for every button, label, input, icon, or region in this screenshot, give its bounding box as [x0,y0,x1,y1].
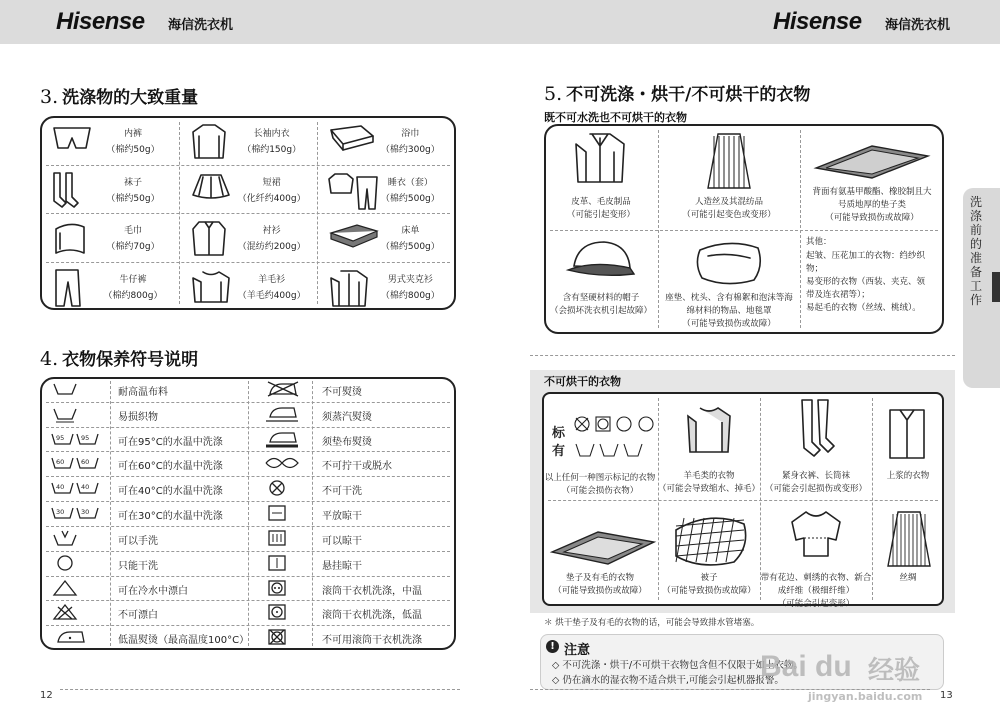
temp-badge-2: 30 [81,508,90,517]
bath-towel-icon [327,122,377,156]
item-caption: 成纤维（极细纤维） [777,586,855,596]
weight-item-value: （化纤约400g） [237,193,306,204]
page-number-right: 13 [940,690,953,701]
item-caption: 垫子及有毛的衣物 [565,573,634,583]
item-caption: （会损坏洗衣机引起故障） [549,306,652,316]
section-4-title: 4. 衣物保养符号说明 [40,348,199,370]
jeans-icon [50,268,84,312]
care-symbol-label: 须蒸汽熨烫 [322,411,372,423]
rubber-mat-icon [812,142,932,186]
table-divider-h [46,526,450,527]
grid-divider-v [872,398,873,600]
care-symbol-icon [262,380,302,402]
jacket-icon [327,268,371,312]
item-caption: 皮革、毛皮制品 [571,197,631,207]
brand-sub-left: 海信洗衣机 [168,18,234,33]
footer-divider-left [60,689,460,690]
weight-item-value: （棉约50g） [106,145,160,155]
subhead-no-dry: 不可烘干的衣物 [544,375,621,388]
care-symbol-icon [262,628,292,650]
starched-shirt-icon [882,406,932,466]
other-line: 物； [806,264,824,274]
care-symbol-icon [262,479,292,501]
page-number-left: 12 [40,690,53,701]
note-line-2: ◇ 仍在滴水的湿衣物不适合烘干,可能会引起机器报警。 [552,675,784,686]
weight-item-name: 内裤 [123,129,142,139]
brand-logo-left: Hisense [56,8,145,35]
weight-item-value: （棉约50g） [106,193,160,204]
warning-icon: ! [546,640,559,653]
item-caption: （可能会引起损伤或变形） [764,484,867,494]
care-symbol-label: 不可熨烫 [322,387,362,398]
watermark-text: 经验 [868,656,921,686]
grid-divider-h [46,165,450,166]
note-title: 注意 [564,643,591,658]
temp-badge-1: 40 [56,483,65,492]
table-divider-h [46,625,450,626]
item-caption: （可能导致损伤或故障） [662,586,756,596]
care-symbol-icon [50,603,80,625]
item-caption: 号质地厚的垫子类 [837,200,906,210]
table-divider-h [46,402,450,403]
weight-item-value: （棉约500g） [380,193,440,204]
brand-sub-right: 海信洗衣机 [885,18,951,33]
care-symbol-icon [50,628,90,650]
care-symbol-icon [262,579,292,601]
table-divider-h [46,451,450,452]
item-caption: 紧身衣裤、长筒袜 [781,471,850,481]
care-symbol-label: 不可干洗 [322,486,362,498]
table-divider-v [248,381,249,646]
weight-item-value: （棉约150g） [242,145,302,155]
care-symbol-label: 可在60°C的水温中洗涤 [118,461,223,473]
item-caption: （可能导致损伤或故障） [682,319,776,329]
towel-icon [50,219,90,261]
care-symbol-label: 滚筒干衣机洗涤，中温 [322,585,422,597]
item-caption: 被子 [700,573,718,583]
grid-divider-h [46,213,450,214]
item-caption: （可能会导致缩水、掉毛） [658,484,761,494]
weight-item-name: 男式夹克衫 [387,274,433,285]
other-line: 易变形的衣物（西装、夹克、领 [806,277,926,287]
weight-item-value: （棉约500g） [380,242,440,252]
care-symbol-label: 耐高温布料 [118,387,168,398]
weight-item-name: 牛仔裤 [119,274,147,285]
weight-item-name: 床单 [401,226,420,236]
care-symbol-icon [262,405,302,427]
quilt-icon [670,510,750,572]
weight-item-name: 长袖内衣 [253,129,290,139]
weight-item-name: 毛巾 [123,226,142,236]
other-line: 易起毛的衣物（丝绒、桃绒）。 [806,303,921,313]
section-5-title: 5. 不可洗涤・烘干/不可烘干的衣物 [544,83,811,105]
lace-top-icon [788,508,844,564]
socks-icon [50,171,80,213]
item-caption: 上浆的衣物 [886,471,930,481]
table-divider-h [46,427,450,428]
item-caption: 背面有氨基甲酸酯、橡胶制且大 [812,187,932,197]
item-caption: （可能会引起变形） [777,599,855,609]
care-symbol-icon [50,380,80,402]
side-tab-label: 洗涤前的准备工作 [970,195,983,307]
weight-item-value: （羊毛约400g） [237,290,306,301]
care-symbol-label: 可在冷水中漂白 [118,585,188,597]
weight-item-value: （棉约800g） [103,290,163,301]
temp-badge-1: 95 [56,433,65,442]
table-divider-h [46,501,450,502]
skirt-icon [189,171,233,205]
other-line: 带及连衣裙等）； [806,290,870,300]
table-divider-h [46,551,450,552]
temp-badge-2: 60 [81,458,90,467]
long-sleeve-shirt-icon [189,122,229,164]
table-divider-h [46,600,450,601]
care-symbol-label: 可在40°C的水温中洗涤 [118,486,223,498]
item-caption: 绵材料的物品、地毯罩 [686,306,772,316]
label-caption: （可能会损伤衣物） [561,486,639,496]
weight-item-name: 袜子 [123,177,142,188]
care-symbol-label: 易损织物 [118,411,158,423]
care-symbol-icon [262,554,292,576]
care-symbol-label: 可以手洗 [118,535,158,547]
care-symbol-icon [262,430,302,452]
subhead-no-wash: 既不可水洗也不可烘干的衣物 [544,111,687,124]
care-symbol-label: 不可拧干或脱水 [322,461,392,473]
item-caption: 含有坚硬材料的帽子 [562,293,640,303]
weight-item-name: 衬衫 [262,226,281,236]
no-dry-symbols-icon [572,414,656,466]
item-caption: （可能引起变色或变形） [682,210,776,220]
underpants-icon [50,122,94,156]
pajamas-icon [327,171,381,215]
care-symbol-label: 低温熨烫（最高温度100°C） [118,635,250,647]
mat-icon [548,528,658,572]
side-tab-marker [992,272,1000,302]
sweater-icon [189,268,233,310]
care-symbol-label: 悬挂晾干 [322,560,362,572]
care-symbol-icon [50,579,80,601]
item-caption: 人造丝及其混纺品 [694,197,763,207]
weight-item-name: 短裙 [262,177,281,188]
label-title: 标 [552,426,566,441]
silk-skirt-icon [884,510,934,574]
weight-item-value: （棉约70g） [106,242,160,252]
care-symbol-icon [50,529,80,551]
care-symbol-label: 可以晾干 [322,535,362,547]
other-label: 其他： [806,237,832,247]
watermark-url: jingyan.baidu.com [808,690,923,703]
weight-item-value: （棉约800g） [380,290,440,301]
temp-badge-2: 40 [81,483,90,492]
item-caption: （可能引起变形） [566,210,635,220]
care-symbol-label: 滚筒干衣机洗涤，低温 [322,610,422,622]
temp-badge-2: 95 [81,433,90,442]
baidu-logo: Bai du [760,650,852,683]
temp-badge-1: 60 [56,458,65,467]
item-caption: （可能导致损伤或故障） [825,213,919,223]
note-line-1: ◇ 不可洗涤・烘干/不可烘干衣物包含但不仅限于如上衣物。 [552,660,804,671]
pleated-skirt-icon [704,132,754,198]
weight-item-name: 羊毛衫 [258,274,286,285]
care-symbol-label: 可在30°C的水温中洗涤 [118,511,223,523]
care-symbol-icon [262,504,292,526]
weight-item-name: 睡衣（套） [387,177,433,188]
other-line: 起皱、压花加工的衣物：绉纱织 [806,251,926,261]
table-divider-v [312,381,313,646]
brand-logo-right: Hisense [773,8,862,35]
care-symbol-icon [50,405,80,427]
bed-sheet-icon [327,219,381,253]
care-symbol-icon [262,454,302,476]
leather-jacket-icon [570,130,630,190]
care-symbol-icon [262,529,292,551]
care-symbol-label: 须垫布熨烫 [322,436,372,448]
pillow-icon [694,236,764,290]
item-caption: 座垫、枕头、含有棉絮和泡沫等海 [665,293,793,303]
care-symbol-label: 不可漂白 [118,610,158,622]
item-caption: 羊毛类的衣物 [683,471,735,481]
temp-badge-1: 30 [56,508,65,517]
grid-divider-h [550,230,938,231]
wool-sweater-icon [684,404,734,460]
item-caption: （可能导致损伤或故障） [553,586,647,596]
table-divider-v [110,381,111,646]
footnote: ＊ 烘干垫子及有毛的衣物的话，可能会导致排水管堵塞。 [544,618,760,628]
grid-divider-h [46,262,450,263]
section-3-title: 3. 洗涤物的大致重量 [40,86,199,108]
label-caption: 以上任何一种图示标记的衣物 [544,473,656,483]
table-divider-h [46,576,450,577]
weight-item-value: （棉约300g） [380,145,440,155]
care-symbol-icon [50,554,80,576]
dress-shirt-icon [189,219,229,261]
weight-item-name: 浴巾 [401,129,420,139]
care-symbol-label: 平放晾干 [322,511,362,523]
grid-divider-v [658,398,659,600]
section-divider [530,355,955,356]
weight-item-value: （混纺约200g） [237,242,306,252]
stockings-icon [796,398,836,462]
table-divider-h [46,476,450,477]
item-caption: 带有花边、刺绣的衣物、新合 [760,573,872,583]
care-symbol-label: 只能干洗 [118,560,158,572]
label-title-2: 有 [552,444,566,459]
cap-icon [564,236,640,286]
care-symbol-label: 不可用滚筒干衣机洗涤 [322,635,422,647]
grid-divider-h [548,500,938,501]
care-symbol-icon [262,603,292,625]
grid-divider-v [760,398,761,600]
care-symbol-label: 可在95°C的水温中洗涤 [118,436,223,448]
grid-divider-v [800,130,801,328]
item-caption: 丝绸 [899,573,917,583]
